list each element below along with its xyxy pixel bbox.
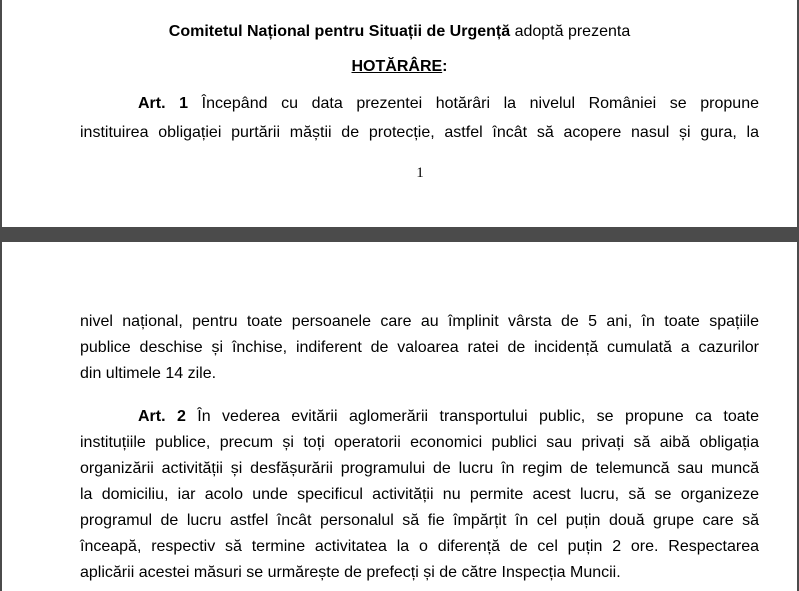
document-page-2 (2, 242, 797, 591)
art1-line-2: instituirea obligației purtării măștii de protecție, astfel încât să acopere nasul și gura, la (80, 124, 759, 141)
heading-authority: Comitetul Național pentru Situații de Urgență (168, 23, 511, 40)
art1-label: Art. 1 (138, 95, 189, 112)
heading-line (2, 21, 797, 43)
art2-line-4: la domiciliu, iar acolo unde specificul activității nu permite acest lucru, să se organizeze (80, 486, 759, 503)
art1-cont-line-3: din ultimele 14 zile. (80, 365, 217, 382)
document-title (2, 56, 797, 78)
art2-line-6: înceapă, respectiv să termine activitatea la o diferență de cel puțin 2 ore. Respectarea (80, 538, 759, 555)
document-page-1 (2, 0, 797, 227)
art2-line-5: programul de lucru astfel încât personalul să fie împărțit în cel puțin două grupe care să (80, 512, 759, 529)
page-number: 1 (416, 165, 424, 181)
title-text: HOTĂRÂRE (351, 58, 443, 75)
heading-rest: adoptă prezenta (510, 23, 631, 40)
art2-line-2: instituțiile publice, precum și toți operatorii economici publici sau privați să aibă obligația (80, 434, 759, 451)
art2-line-7: aplicării acestei măsuri se urmărește de prefecți și de către Inspecția Muncii. (80, 564, 621, 581)
art1-cont-line-1: nivel național, pentru toate persoanele care au împlinit vârsta de 5 ani, în toate spațiile (80, 313, 759, 330)
art1-cont-line-2: publice deschise și închise, indiferent de valoarea ratei de incidență cumulată a cazurilor (80, 339, 759, 356)
art2-text-start: În vederea evitării aglomerării transportului public, se propune ca toate (185, 408, 759, 425)
art2-label: Art. 2 (138, 408, 186, 425)
art2-line-3: organizării activității și desfășurării programului de lucru în regim de telemuncă sau muncă (80, 460, 759, 477)
title-suffix: : (442, 58, 448, 75)
art1-text-start: Începând cu data prezentei hotărâri la nivelul României se propune (188, 95, 759, 112)
art2-line-1 (80, 406, 759, 428)
art1-line-1 (80, 93, 759, 115)
